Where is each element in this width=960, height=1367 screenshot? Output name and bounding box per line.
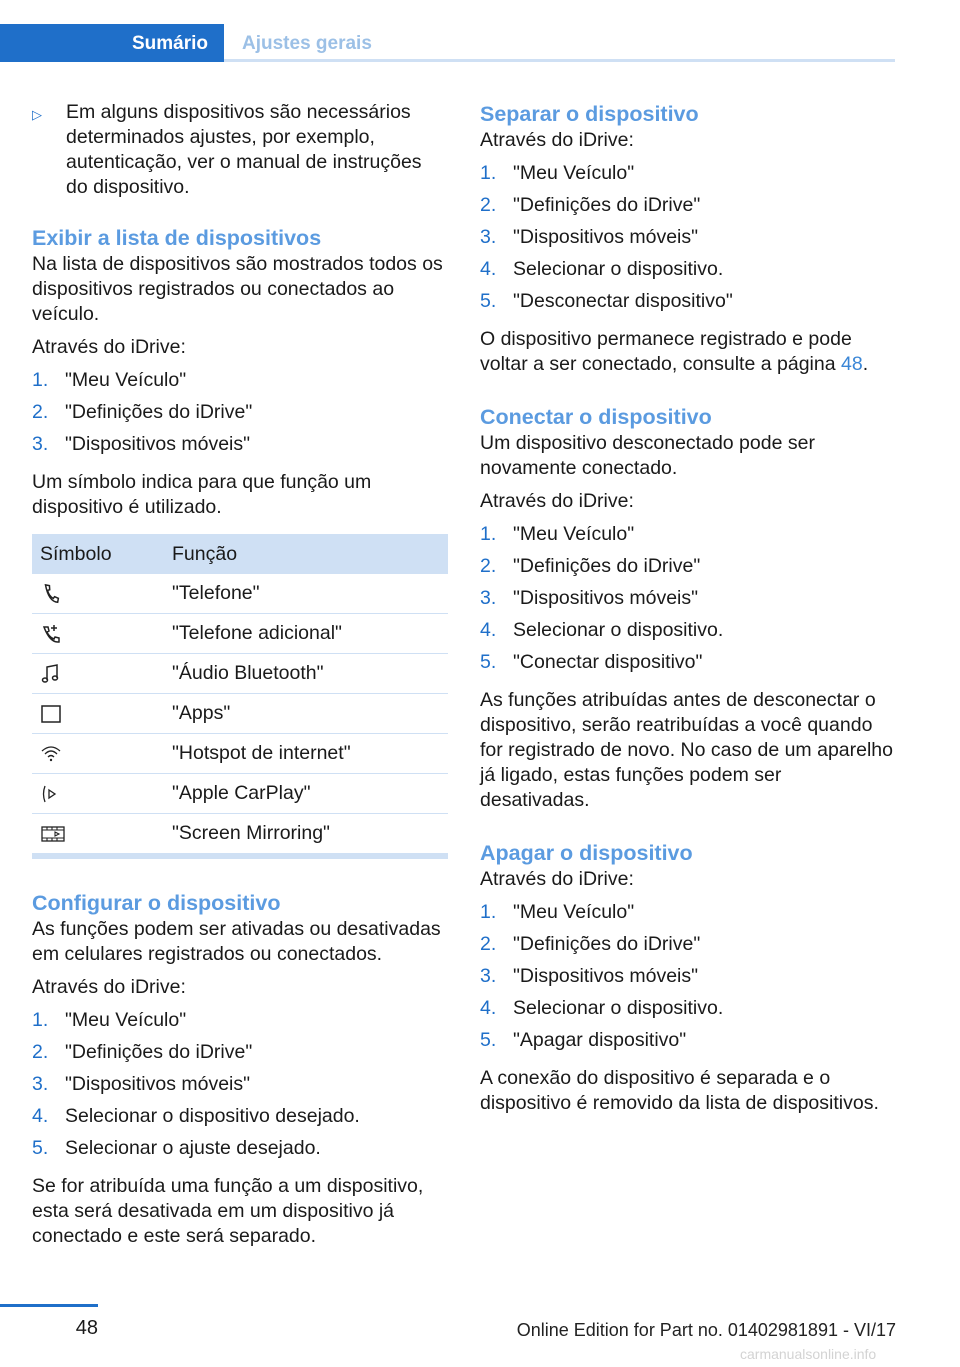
paragraph: Através do iDrive: [32, 336, 186, 358]
list-item: 1. "Meu Veículo" [32, 1009, 187, 1031]
paragraph: As funções podem ser ativadas ou desativadas em celulares registrados ou conectados. [32, 918, 441, 965]
table-row [32, 654, 448, 694]
list-item: 4. Selecionar o dispositivo. [480, 997, 724, 1019]
apps-square-icon [40, 703, 62, 725]
function-label: "Hotspot de internet" [164, 734, 448, 774]
list-item: 5. "Conectar dispositivo" [480, 651, 703, 673]
table-row [32, 614, 448, 654]
list-item: 2. "Definições do iDrive" [480, 933, 701, 955]
wifi-hotspot-icon [40, 743, 62, 765]
list-item: 3. "Dispositivos móveis" [480, 965, 699, 987]
paragraph: Através do iDrive: [480, 490, 634, 512]
table-row [32, 774, 448, 814]
list-item: 5. "Desconectar dispositivo" [480, 290, 733, 312]
function-label: "Apps" [164, 694, 448, 734]
music-note-icon [40, 663, 62, 685]
section-title-device-list: Exibir a lista de dispositivos [32, 226, 322, 250]
table-row [32, 734, 448, 774]
function-label: "Apple CarPlay" [164, 774, 448, 814]
paragraph: Na lista de dispositivos são mostrados todos os dispositivos registrados ou conectados ao veículo. [32, 253, 443, 325]
list-item: 3. "Dispositivos móveis" [480, 587, 699, 609]
symbol-table [32, 534, 448, 854]
list-item: 1. "Meu Veículo" [480, 901, 635, 923]
screen-mirroring-icon [40, 823, 66, 845]
list-item: 4. Selecionar o dispositivo desejado. [32, 1105, 360, 1127]
page-reference-link[interactable]: 48 [840, 353, 863, 375]
paragraph: Através do iDrive: [480, 129, 634, 151]
paragraph: Um dispositivo desconectado pode ser novamente conectado. [480, 432, 815, 479]
step-list [480, 522, 896, 682]
step-list [480, 161, 896, 321]
list-item: 1. "Meu Veículo" [480, 523, 635, 545]
list-item: 4. Selecionar o dispositivo. [480, 258, 724, 280]
right-column [480, 100, 896, 1124]
table-header-function: Função [164, 534, 448, 574]
carplay-play-icon [40, 783, 62, 805]
left-column [32, 100, 448, 1257]
additional-phone-icon [40, 623, 62, 645]
list-item: 3. "Dispositivos móveis" [32, 1073, 251, 1095]
list-item: 4. Selecionar o dispositivo. [480, 619, 724, 641]
note-item [32, 100, 448, 200]
function-label: "Telefone" [164, 574, 448, 614]
footer-rule [0, 1304, 98, 1307]
header-divider [224, 59, 895, 62]
section-title-delete-device: Apagar o dispositivo [480, 841, 693, 865]
triangle-bullet-icon: ▷ [32, 107, 42, 122]
list-item: 3. "Dispositivos móveis" [480, 226, 699, 248]
paragraph: A conexão do dispositivo é separada e o dispositivo é removido da lista de dispositivos. [480, 1067, 879, 1114]
tab-general-settings[interactable]: Ajustes gerais [242, 32, 372, 54]
paragraph: Através do iDrive: [480, 868, 634, 890]
list-item: 2. "Definições do iDrive" [480, 194, 701, 216]
function-label: "Áudio Bluetooth" [164, 654, 448, 694]
step-list [480, 900, 896, 1060]
paragraph: Através do iDrive: [32, 976, 186, 998]
step-list [32, 1008, 448, 1168]
paragraph: Se for atribuída uma função a um dispositivo, esta será desativada em um dispositivo já conectado e este será separado. [32, 1175, 424, 1247]
table-row [32, 814, 448, 854]
list-item: 2. "Definições do iDrive" [32, 401, 253, 423]
function-label: "Telefone adicional" [164, 614, 448, 654]
section-title-connect-device: Conectar o dispositivo [480, 405, 712, 429]
list-item: 1. "Meu Veículo" [480, 162, 635, 184]
list-item: 2. "Definições do iDrive" [32, 1041, 253, 1063]
paragraph: As funções atribuídas antes de desconectar o dispositivo, serão reatribuídas a você quando for registrado de novo. No caso de um aparelho já ligado, estas funções podem ser desativadas. [480, 689, 893, 811]
section-title-disconnect-device: Separar o dispositivo [480, 102, 699, 126]
paragraph: O dispositivo permanece registrado e pode voltar a ser conectado, consulte a página 48. [480, 328, 869, 375]
list-item: 3. "Dispositivos móveis" [32, 433, 251, 455]
edition-text: Online Edition for Part no. 01402981891 - VI/17 [516, 1320, 896, 1340]
function-label: "Screen Mirroring" [164, 814, 448, 854]
table-row [32, 694, 448, 734]
watermark: carmanualsonline.info [740, 1346, 877, 1362]
list-item: 5. "Apagar dispositivo" [480, 1029, 687, 1051]
page-number: 48 [75, 1317, 98, 1339]
list-item: 1. "Meu Veículo" [32, 369, 187, 391]
phone-icon [40, 583, 62, 605]
page-header [0, 24, 895, 62]
paragraph: Um símbolo indica para que função um dispositivo é utilizado. [32, 471, 372, 518]
step-list [32, 368, 448, 464]
table-row [32, 574, 448, 614]
list-item: 5. Selecionar o ajuste desejado. [32, 1137, 321, 1159]
list-item: 2. "Definições do iDrive" [480, 555, 701, 577]
section-title-configure-device: Configurar o dispositivo [32, 891, 281, 915]
note-text: Em alguns dispositivos são necessários determinados ajustes, por exemplo, autenticação, ver o manual de instruções do dispositivo. [66, 101, 422, 198]
table-header-symbol: Símbolo [32, 534, 164, 574]
tab-summary[interactable]: Sumário [0, 24, 224, 62]
